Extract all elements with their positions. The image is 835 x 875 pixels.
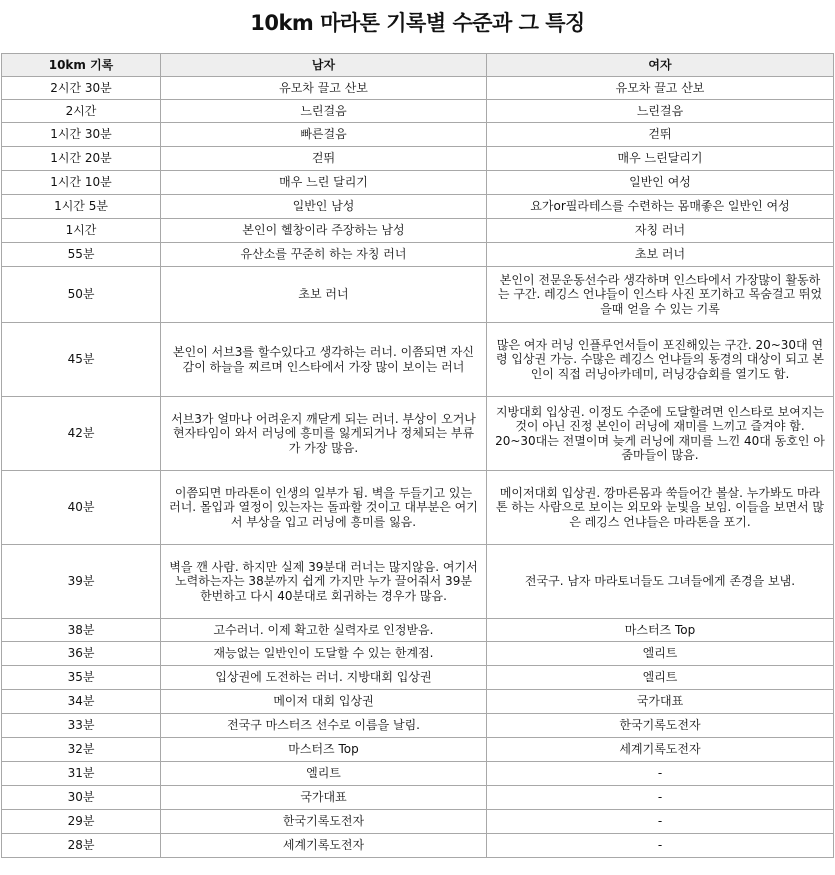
cell-record: 40분 bbox=[2, 471, 161, 545]
record-table bbox=[1, 53, 834, 858]
cell-female: 느린걸음 bbox=[487, 100, 834, 123]
cell-female: 유모차 끌고 산보 bbox=[487, 77, 834, 100]
column-header-male: 남자 bbox=[161, 54, 487, 77]
cell-female: 자칭 러너 bbox=[487, 219, 834, 243]
cell-record: 39분 bbox=[2, 545, 161, 619]
cell-male: 일반인 남성 bbox=[161, 195, 487, 219]
cell-male: 유산소를 꾸준히 하는 자칭 러너 bbox=[161, 243, 487, 267]
cell-female: - bbox=[487, 834, 834, 858]
cell-male: 재능없는 일반인이 도달할 수 있는 한계점. bbox=[161, 642, 487, 666]
cell-record: 45분 bbox=[2, 323, 161, 397]
cell-record: 42분 bbox=[2, 397, 161, 471]
cell-male: 한국기록도전자 bbox=[161, 810, 487, 834]
cell-male: 빠른걸음 bbox=[161, 123, 487, 147]
cell-record: 50분 bbox=[2, 267, 161, 323]
cell-female: 메이저대회 입상권. 깡마른몸과 쑥들어간 볼살. 누가봐도 마라톤 하는 사람으로 보이는 외모와 눈빛을 보임. 이들을 보면서 많은 레깅스 언냐들은 마라톤을 포기. bbox=[487, 471, 834, 545]
cell-male: 유모차 끌고 산보 bbox=[161, 77, 487, 100]
cell-male: 느린걸음 bbox=[161, 100, 487, 123]
page-title: 10km 마라톤 기록별 수준과 그 특징 bbox=[250, 11, 585, 35]
table-row bbox=[2, 619, 834, 642]
cell-male: 이쯤되면 마라톤이 인생의 일부가 됨. 벽을 두들기고 있는 러너. 몰입과 열정이 있는자는 돌파할 것이고 대부분은 여기서 부상을 입고 러닝에 흥미를 잃음. bbox=[161, 471, 487, 545]
cell-male: 메이저 대회 입상권 bbox=[161, 690, 487, 714]
cell-female: 국가대표 bbox=[487, 690, 834, 714]
cell-female: 요가or필라테스를 수련하는 몸매좋은 일반인 여성 bbox=[487, 195, 834, 219]
cell-male: 서브3가 얼마나 어려운지 깨닫게 되는 러너. 부상이 오거나 현자타임이 와서 러닝에 흥미를 잃게되거나 정체되는 부류가 가장 많음. bbox=[161, 397, 487, 471]
cell-record: 1시간 30분 bbox=[2, 123, 161, 147]
cell-female: 엘리트 bbox=[487, 642, 834, 666]
cell-female: 본인이 전문운동선수라 생각하며 인스타에서 가장많이 활동하는 구간. 레깅스 언냐들이 인스타 사진 포기하고 목숨걸고 뛰었을때 얻을 수 있는 기록 bbox=[487, 267, 834, 323]
cell-female: 매우 느린달리기 bbox=[487, 147, 834, 171]
cell-male: 세계기록도전자 bbox=[161, 834, 487, 858]
cell-record: 1시간 10분 bbox=[2, 171, 161, 195]
table-row bbox=[2, 666, 834, 690]
table-header-row bbox=[2, 54, 834, 77]
cell-female: 한국기록도전자 bbox=[487, 714, 834, 738]
cell-female: 전국구. 남자 마라토너들도 그녀들에게 존경을 보냄. bbox=[487, 545, 834, 619]
cell-record: 31분 bbox=[2, 762, 161, 786]
table-row bbox=[2, 100, 834, 123]
table-row bbox=[2, 471, 834, 545]
cell-female: 엘리트 bbox=[487, 666, 834, 690]
cell-record: 2시간 bbox=[2, 100, 161, 123]
cell-record: 38분 bbox=[2, 619, 161, 642]
table-row bbox=[2, 786, 834, 810]
table-row bbox=[2, 219, 834, 243]
cell-record: 33분 bbox=[2, 714, 161, 738]
table-row bbox=[2, 642, 834, 666]
table-row bbox=[2, 77, 834, 100]
column-header-female: 여자 bbox=[487, 54, 834, 77]
table-row bbox=[2, 690, 834, 714]
cell-female: 마스터즈 Top bbox=[487, 619, 834, 642]
cell-male: 국가대표 bbox=[161, 786, 487, 810]
cell-record: 29분 bbox=[2, 810, 161, 834]
cell-male: 초보 러너 bbox=[161, 267, 487, 323]
table-row bbox=[2, 762, 834, 786]
table-row bbox=[2, 323, 834, 397]
cell-record: 36분 bbox=[2, 642, 161, 666]
cell-female: - bbox=[487, 762, 834, 786]
cell-female: 지방대회 입상권. 이정도 수준에 도달할려면 인스타로 보여지는것이 아닌 진정 본인이 러닝에 재미를 느끼고 즐겨야 함. 20~30대는 전멸이며 늦게 러닝에 재미를 느낀 40대 동호인 아줌마들이 많음. bbox=[487, 397, 834, 471]
cell-record: 1시간 bbox=[2, 219, 161, 243]
cell-male: 본인이 헬창이라 주장하는 남성 bbox=[161, 219, 487, 243]
cell-record: 34분 bbox=[2, 690, 161, 714]
cell-male: 고수러너. 이제 확고한 실력자로 인정받음. bbox=[161, 619, 487, 642]
table-row bbox=[2, 834, 834, 858]
cell-male: 입상권에 도전하는 러너. 지방대회 입상권 bbox=[161, 666, 487, 690]
table-row bbox=[2, 810, 834, 834]
cell-male: 본인이 서브3를 할수있다고 생각하는 러너. 이쯤되면 자신감이 하늘을 찌르며 인스타에서 가장 많이 보이는 러너 bbox=[161, 323, 487, 397]
cell-male: 엘리트 bbox=[161, 762, 487, 786]
table-row bbox=[2, 147, 834, 171]
column-header-record: 10km 기록 bbox=[2, 54, 161, 77]
cell-female: 일반인 여성 bbox=[487, 171, 834, 195]
cell-record: 2시간 30분 bbox=[2, 77, 161, 100]
cell-female: 초보 러너 bbox=[487, 243, 834, 267]
cell-male: 매우 느린 달리기 bbox=[161, 171, 487, 195]
cell-record: 55분 bbox=[2, 243, 161, 267]
cell-record: 1시간 5분 bbox=[2, 195, 161, 219]
cell-record: 1시간 20분 bbox=[2, 147, 161, 171]
table-body bbox=[2, 77, 834, 858]
cell-male: 마스터즈 Top bbox=[161, 738, 487, 762]
table-row bbox=[2, 195, 834, 219]
cell-female: 많은 여자 러닝 인플루언서들이 포진해있는 구간. 20~30대 연령 입상권 가능. 수많은 레깅스 언냐들의 동경의 대상이 되고 본인이 직접 러닝아카데미, 러닝강습회를 열기도 함. bbox=[487, 323, 834, 397]
cell-female: 세계기록도전자 bbox=[487, 738, 834, 762]
cell-female: - bbox=[487, 810, 834, 834]
cell-record: 35분 bbox=[2, 666, 161, 690]
table-row bbox=[2, 123, 834, 147]
table-row bbox=[2, 738, 834, 762]
table-row bbox=[2, 397, 834, 471]
table-row bbox=[2, 243, 834, 267]
cell-record: 28분 bbox=[2, 834, 161, 858]
cell-male: 걷뛰 bbox=[161, 147, 487, 171]
table-row bbox=[2, 714, 834, 738]
table-row bbox=[2, 171, 834, 195]
table-row bbox=[2, 267, 834, 323]
cell-record: 30분 bbox=[2, 786, 161, 810]
cell-female: - bbox=[487, 786, 834, 810]
cell-female: 걷뛰 bbox=[487, 123, 834, 147]
cell-record: 32분 bbox=[2, 738, 161, 762]
table-row bbox=[2, 545, 834, 619]
cell-male: 전국구 마스터즈 선수로 이름을 날림. bbox=[161, 714, 487, 738]
cell-male: 벽을 깬 사람. 하지만 실제 39분대 러너는 많지않음. 여기서 노력하는자는 38분까지 쉽게 가지만 누가 끌어줘서 39분 한번하고 다시 40분대로 회귀하는 경우가 많음. bbox=[161, 545, 487, 619]
